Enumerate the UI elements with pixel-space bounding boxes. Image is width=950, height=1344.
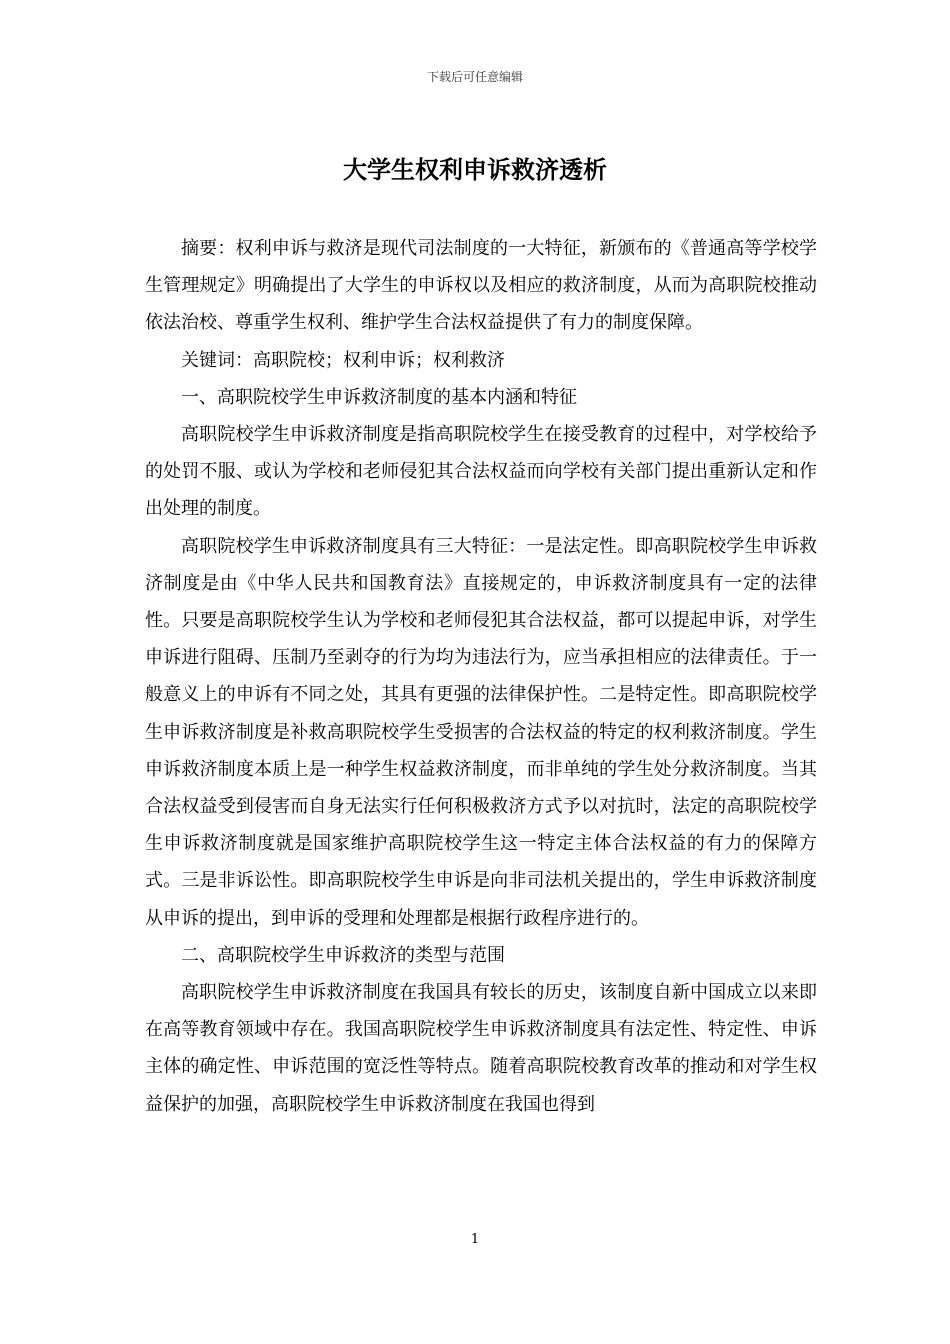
body-paragraph: 高职院校学生申诉救济制度具有三大特征：一是法定性。即高职院校学生申诉救济制度是由《中华人民共和国教育法》直接规定的，申诉救济制度具有一定的法律性。只要是高职院校学生认为学校和老师侵犯其合法权益，都可以提起申诉，对学生申诉进行阻碍、压制乃至剥夺的行为均为违法行为，应当承担相应的法律责任。于一般意义上的申诉有不同之处，其具有更强的法律保护性。二是特定性。即高职院校学生申诉救济制度是补救高职院校学生受损害的合法权益的特定的权利救济制度。学生申诉救济制度本质上是一种学生权益救济制度，而非单纯的学生处分救济制度。当其合法权益受到侵害而自身无法实行任何积极救济方式予以对抗时，法定的高职院校学生申诉救济制度就是国家维护高职院校学生这一特定主体合法权益的有力的保障方式。三是非诉讼性。即高职院校学生申诉是向非司法机关提出的，学生申诉救济制度从申诉的提出，到申诉的受理和处理都是根据行政程序进行的。 [145, 535, 817, 929]
section-heading-2: 二、高职院校学生申诉救济的类型与范围 [181, 944, 505, 966]
section-heading-1: 一、高职院校学生申诉救济制度的基本内涵和特征 [181, 386, 577, 408]
document-title: 大学生权利申诉救济透析 [343, 155, 607, 184]
page-number: 1 [470, 1232, 480, 1247]
abstract-paragraph: 摘要：权利申诉与救济是现代司法制度的一大特征，新颁布的《普通高等学校学生管理规定》明确提出了大学生的申诉权以及相应的救济制度，从而为高职院校推动依法治校、尊重学生权利、维护学生合法权益提供了有力的制度保障。 [145, 238, 817, 334]
keywords-paragraph: 关键词：高职院校；权利申诉；权利救济 [181, 349, 505, 371]
body-paragraph: 高职院校学生申诉救济制度是指高职院校学生在接受教育的过程中，对学校给予的处罚不服、或认为学校和老师侵犯其合法权益而向学校有关部门提出重新认定和作出处理的制度。 [145, 424, 817, 520]
header-note: 下载后可任意编辑 [426, 70, 523, 84]
document-body [145, 230, 817, 1123]
body-paragraph: 高职院校学生申诉救济制度在我国具有较长的历史，该制度自新中国成立以来即在高等教育领域中存在。我国高职院校学生申诉救济制度具有法定性、特定性、申诉主体的确定性、申诉范围的宽泛性等特点。随着高职院校教育改革的推动和对学生权益保护的加强，高职院校学生申诉救济制度在我国也得到 [145, 982, 817, 1115]
